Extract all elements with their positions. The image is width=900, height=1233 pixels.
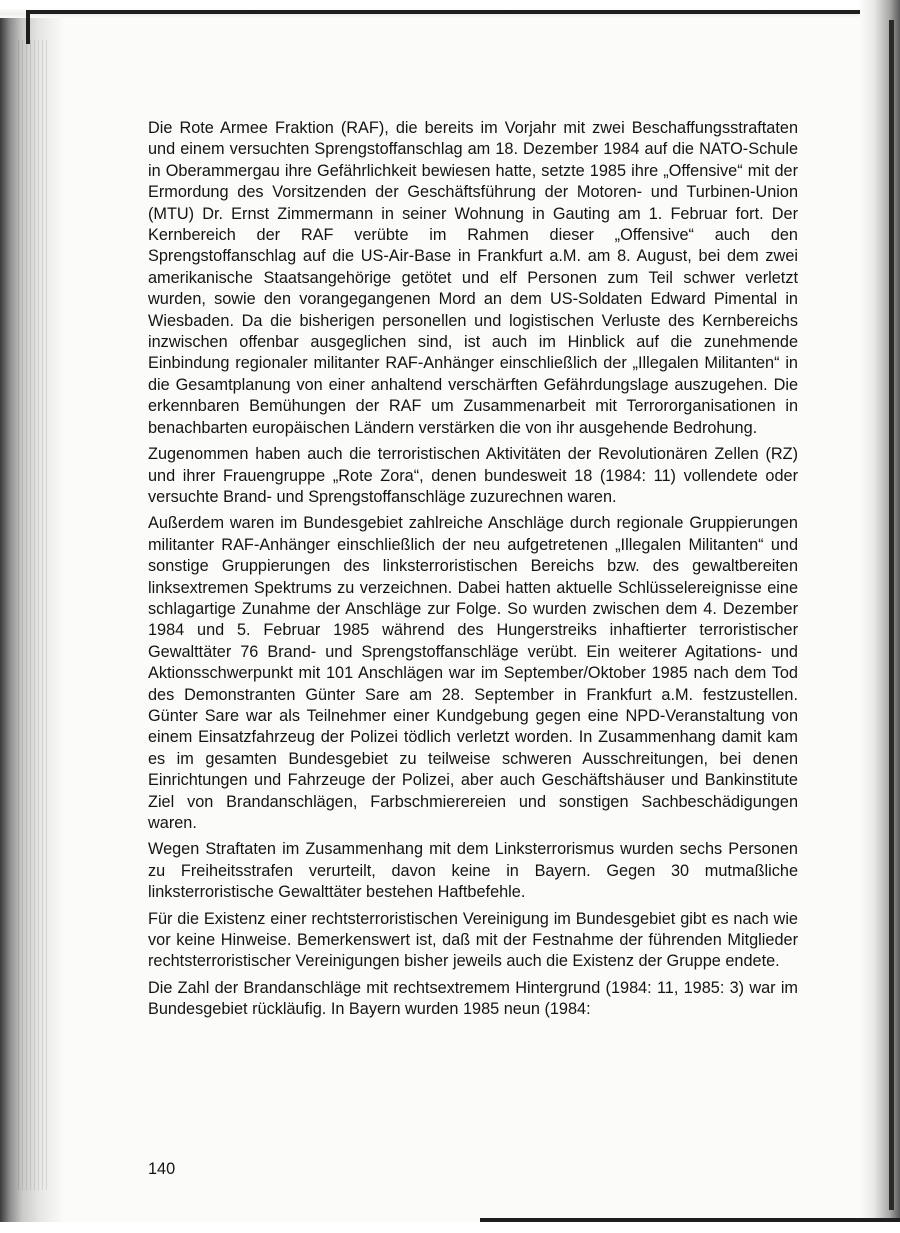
top-margin (0, 0, 900, 18)
body-text (148, 118, 798, 1026)
right-edge-shadow (860, 0, 900, 1233)
paragraph-anschlaege: Außerdem waren im Bundesgebiet zahlreiche Anschläge durch regionale Gruppierungen militanter RAF-Anhänger einschließlich der neu aufgetretenen „Illegalen Militanten“ und sonstige Gruppierungen des linksterroristischen Bereichs bzw. des gewaltbereiten linksextremen Spektrums zu verzeichnen. Dabei hatten aktuelle Schlüsselereignisse eine schlagartige Zunahme der Anschläge zur Folge. So wurden zwischen dem 4. Dezember 1984 und 5. Februar 1985 während des Hungerstreiks inhaftierter terroristischer Gewalttäter 76 Brand- und Sprengstoffanschläge verübt. Ein weiterer Agitations- und Aktionsschwerpunkt mit 101 Anschlägen war im September/Oktober 1985 nach dem Tod des Demonstranten Günter Sare am 28. September in Frankfurt a.M. festzustellen. Günter Sare war als Teilnehmer einer Kundgebung gegen eine NPD-Veranstaltung von einem Einsatzfahrzeug der Polizei tödlich verletzt worden. In Zusammenhang damit kam es im gesamten Bundesgebiet zu teilweise schweren Ausschreitungen, bei denen Einrichtungen und Fahrzeuge der Polizei, aber auch Geschäftshäuser und Bankinstitute Ziel von Brandanschlägen, Farbschmierereien und sonstigen Sachbeschädigungen waren. (148, 514, 798, 832)
bottom-margin (0, 1222, 900, 1233)
paragraph-raf: Die Rote Armee Fraktion (RAF), die bereits im Vorjahr mit zwei Beschaffungsstraftaten und einem versuchten Sprengstoffanschlag am 18. Dezember 1984 auf die NATO-Schule in Oberammergau ihre Gefährlichkeit bewiesen hatte, setzte 1985 ihre „Offensive“ mit der Ermordung des Vorsitzenden der Geschäftsführung der Motoren- und Turbinen-Union (MTU) Dr. Ernst Zimmermann in seiner Wohnung in Gauting am 1. Februar fort. Der Kernbereich der RAF verübte im Rahmen dieser „Offensive“ auch den Sprengstoffanschlag auf die US-Air-Base in Frankfurt a.M. am 8. August, bei dem zwei amerikanische Staatsangehörige getötet und elf Personen zum Teil schwer verletzt wurden, sowie den vorangegangenen Mord an dem US-Soldaten Edward Pimental in Wiesbaden. Da die bisherigen personellen und logistischen Verluste des Kernbereichs inzwischen offenbar ausgeglichen sind, ist auch im Hinblick auf die zunehmende Einbindung regionaler militanter RAF-Anhänger einschließlich der „Illegalen Militanten“ in die Gesamtplanung von einer anhaltend verschärften Gefährdungslage auszugehen. Die erkennbaren Bemühungen der RAF um Zusammenarbeit mit Terrororganisationen in benachbarten europäischen Ländern verstärken die von ihr ausgehende Bedrohung. (148, 119, 798, 437)
page-edges (18, 40, 48, 1190)
paragraph-rechtsterrorismus: Für die Existenz einer rechtsterroristischen Vereinigung im Bundesgebiet gibt es nach wie vor keine Hinweise. Bemerkenswert ist, daß mit der Festnahme der führenden Mitglieder rechtsterroristischer Vereinigungen bisher jeweils auch die Existenz der Gruppe endete. (148, 909, 798, 971)
right-border-line (889, 20, 894, 1210)
page-number: 140 (148, 1160, 176, 1178)
paragraph-rz: Zugenommen haben auch die terroristischen Aktivitäten der Revolutionären Zellen (RZ) und ihrer Frauengruppe „Rote Zora“, denen bundesweit 18 (1984: 11) vollendete oder versuchte Brand- und Sprengstoffanschläge zuzurechnen waren. (148, 445, 798, 506)
paragraph-brandanschlaege: Die Zahl der Brandanschläge mit rechtsextremem Hintergrund (1984: 11, 1985: 3) war im Bundesgebiet rückläufig. In Bayern wurden 1985 neun (1984: (148, 978, 798, 1019)
top-left-corner (26, 10, 44, 44)
paragraph-straftaten: Wegen Straftaten im Zusammenhang mit dem Linksterrorismus wurden sechs Personen zu Freiheitsstrafen verurteilt, davon keine in Bayern. Gegen 30 mutmaßliche linksterroristische Gewalttäter bestehen Haftbefehle. (148, 840, 798, 902)
top-border-line (34, 10, 900, 14)
